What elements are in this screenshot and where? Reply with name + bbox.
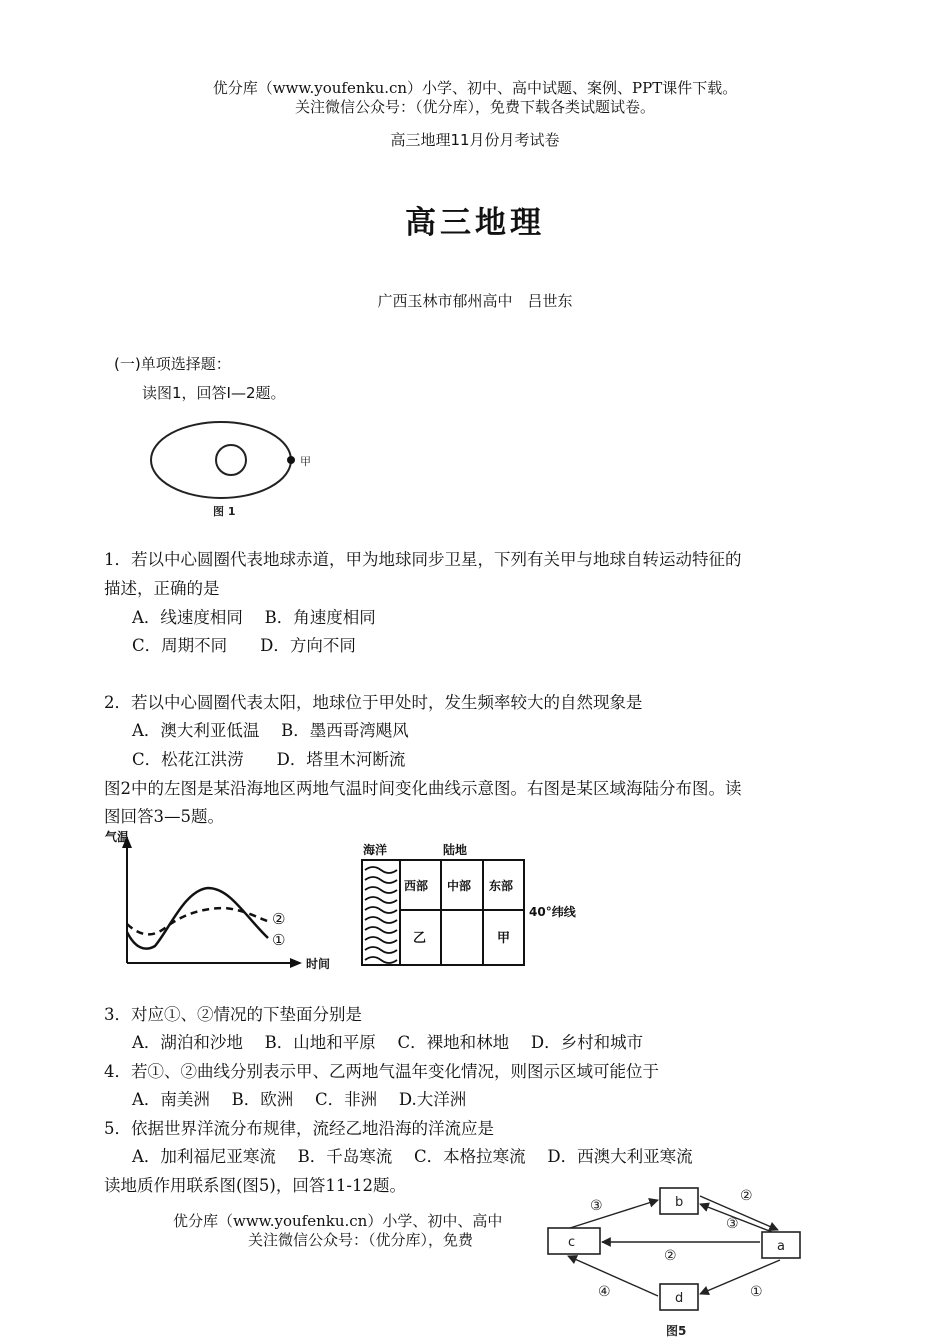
x-axis-label: 时间 (306, 957, 331, 971)
q5-stem: 5．依据世界洋流分布规律，流经乙地沿海的洋流应是 (104, 1119, 494, 1138)
latitude-label: 40°纬线 (529, 905, 576, 919)
author-line: 广西玉林市郁州高中 吕世东 (377, 292, 573, 310)
figure-2-right-map (355, 838, 595, 968)
section-intro: 读图1，回答Ⅰ—2题。 (142, 384, 286, 402)
arrow-c-to-b (570, 1200, 658, 1228)
cell-jia: 甲 (497, 931, 511, 946)
node-c-label: c (568, 1235, 576, 1250)
cell-yi: 乙 (413, 931, 427, 946)
q1-options-cd: C．周期不同 D．方向不同 (132, 636, 356, 655)
figure-2-left-chart (100, 828, 350, 978)
arrow-a-to-d (700, 1260, 780, 1294)
label-n3-right: ③ (726, 1216, 739, 1232)
label-n1: ① (750, 1284, 763, 1300)
node-d-label: d (675, 1291, 684, 1306)
curve-1 (127, 888, 268, 949)
ocean-waves (365, 867, 397, 963)
label-n2-top: ② (740, 1188, 753, 1204)
node-b-label: b (675, 1195, 684, 1210)
q5-options: A．加利福尼亚寒流 B．千岛寒流 C．本格拉寒流 D．西澳大利亚寒流 (132, 1147, 693, 1166)
q2-options-ab: A．澳大利亚低温 B．墨西哥湾飓风 (132, 721, 409, 740)
q2-stem: 2．若以中心圆圈代表太阳，地球位于甲处时，发生频率较大的自然现象是 (104, 693, 643, 712)
site-footer-line2: 关注微信公众号：（优分库），免费 (248, 1231, 474, 1249)
fig2-intro-line1: 图2中的左图是某沿海地区两地气温时间变化曲线示意图。右图是某区域海陆分布图。读 (104, 779, 742, 798)
q3-stem: 3．对应①、②情况的下垫面分别是 (104, 1005, 362, 1024)
land-grid (400, 860, 524, 965)
q1-stem-line1: 1．若以中心圆圈代表地球赤道，甲为地球同步卫星，下列有关甲与地球自转运动特征的 (104, 550, 742, 569)
point-label-jia: 甲 (300, 455, 311, 468)
section-heading: (一)单项选择题： (114, 355, 231, 373)
q2-options-cd: C．松花江洪涝 D．塔里木河断流 (132, 750, 406, 769)
label-n4: ④ (598, 1284, 611, 1300)
orbit-ellipse (151, 422, 291, 498)
q3-options: A．湖泊和沙地 B．山地和平原 C．裸地和林地 D．乡村和城市 (132, 1033, 644, 1052)
q1-options-ab: A．线速度相同 B．角速度相同 (132, 608, 376, 627)
fig5-intro: 读地质作用联系图(图5)，回答11-12题。 (104, 1176, 406, 1195)
y-axis-label: 气温 (105, 830, 130, 844)
figure-1 (145, 420, 335, 520)
doc-title: 高三地理11月份月考试卷 (390, 131, 560, 149)
figure-5-diagram (540, 1180, 820, 1340)
fig2-intro-line2: 图回答3—5题。 (104, 807, 224, 826)
arrow-b-to-a (700, 1196, 778, 1230)
curve-2-label: ② (272, 910, 286, 928)
q1-stem-line2: 描述，正确的是 (104, 579, 220, 598)
node-a-label: a (777, 1239, 785, 1254)
site-header-line1: 优分库（www.youfenku.cn）小学、初中、高中试题、案例、PPT课件下载。 (212, 79, 738, 97)
ocean-label: 海洋 (363, 843, 388, 857)
curve-2 (127, 908, 270, 934)
page-title: 高三地理 (405, 205, 545, 241)
middle-label: 中部 (447, 879, 472, 893)
site-footer-line1: 优分库（www.youfenku.cn）小学、初中、高中 (173, 1212, 503, 1230)
label-n3-left: ③ (590, 1198, 603, 1214)
west-label: 西部 (404, 879, 429, 893)
site-header-line2: 关注微信公众号：（优分库），免费下载各类试题试卷。 (294, 98, 655, 116)
x-axis-arrow (290, 958, 302, 968)
figure-1-caption: 图 1 (213, 505, 236, 518)
curve-1-label: ① (272, 931, 286, 949)
figure-5-caption: 图5 (666, 1324, 687, 1338)
q4-options: A．南美洲 B．欧洲 C．非洲 D.大洋洲 (132, 1090, 467, 1109)
satellite-point (287, 456, 295, 464)
land-label: 陆地 (443, 843, 468, 857)
east-label: 东部 (489, 879, 514, 893)
label-n2-middle: ② (664, 1248, 677, 1264)
arrow-d-to-c (568, 1256, 658, 1296)
center-circle (216, 445, 246, 475)
q4-stem: 4．若①、②曲线分别表示甲、乙两地气温年变化情况，则图示区域可能位于 (104, 1062, 659, 1081)
